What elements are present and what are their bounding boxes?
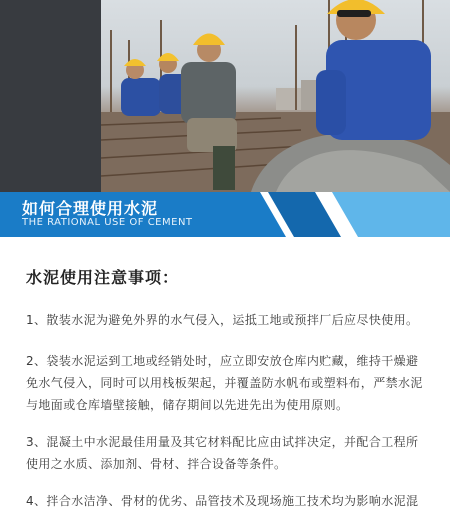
notes-heading: 水泥使用注意事项：	[26, 268, 180, 287]
hero-photo	[101, 0, 450, 192]
construction-workers-illustration	[101, 0, 450, 192]
note-3: 3、混凝土中水泥最佳用量及其它材料配比应由试拌决定，并配合工程所使用之水质、添加剂、骨材、拌合设备等条件。	[26, 435, 419, 471]
section-subtitle: THE RATIONAL USE OF CEMENT	[22, 217, 193, 228]
note-1: 1、散装水泥为避免外界的水气侵入，运抵工地或预拌厂后应尽快使用。	[26, 313, 419, 327]
note-4: 4、拌合水洁净、骨材的优劣、品管技术及现场施工技术均为影响水泥混	[26, 494, 419, 508]
note-2: 2、袋装水泥运到工地或经销处时，应立即安放仓库内贮藏，维持干燥避免水气侵入，同时可以用栈板架起，并覆盖防水帆布或塑料布，严禁水泥与地面或仓库墙壁接触，储存期间以先进先出为使用原则。	[26, 354, 423, 412]
hero-dark-panel	[0, 0, 101, 192]
section-title: 如何合理使用水泥	[22, 199, 159, 218]
title-band	[0, 192, 450, 237]
hero-banner	[0, 0, 450, 192]
